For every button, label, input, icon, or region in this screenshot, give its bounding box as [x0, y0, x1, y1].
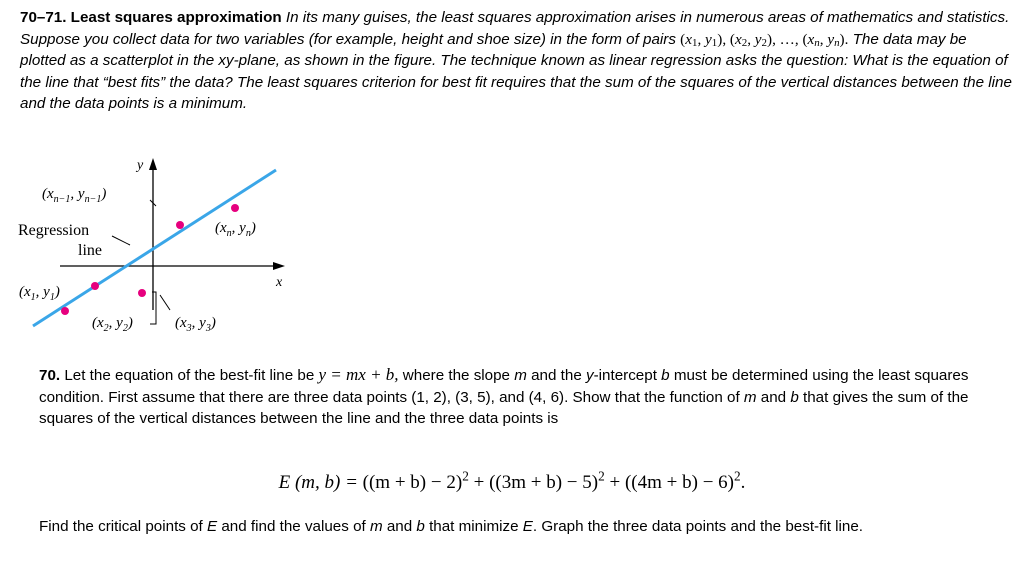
x-axis-arrow [273, 262, 285, 270]
intro-paragraph [20, 7, 1015, 115]
data-pairs: ($x_1$, $y_1$), ($x_2$, $y_2$), …, ($x_n$, $y_n$). [680, 30, 849, 49]
error-function-equation: E (m, $b) = ((m + b) - 2)^2 + ((3m + b) - 5)^2 + ((4m + b) - 6)^2$. [278, 468, 746, 493]
data-point-p2 [138, 289, 146, 297]
p3-pointer [160, 295, 170, 310]
line-equation: y = mx + b, [318, 365, 399, 384]
regression-label-2: line [78, 242, 102, 259]
label-point-1: ($x_1$, $y_1$) [19, 284, 60, 303]
find-instructions: Find the critical points of E and find the values of m and b that minimize E. Graph the three data points and the best-fit line. [39, 518, 864, 535]
scatterplot-figure [0, 150, 320, 340]
y-axis-arrow [149, 158, 157, 170]
label-point-3: ($x_3$, $y_3$) [175, 315, 216, 334]
label-point-n-minus-1: ($x_{n-1}$, $y_{n-1}$) [42, 186, 107, 205]
intro-text-1: In its many guises, the least squares approximation arises in numerous areas of mathematics and statistics. Suppose you collect data for two variables (for example, height and shoe size) in the form of pairs [20, 9, 1010, 48]
regression-pointer [112, 236, 130, 245]
x-axis-label: x [276, 275, 283, 290]
section-heading: 70–71. Least squares approximation [20, 9, 282, 26]
data-point-p1 [91, 282, 99, 290]
label-point-2: ($x_2$, $y_2$) [92, 315, 133, 334]
data-point-pn1 [176, 221, 184, 229]
problem-number: 70. [39, 367, 61, 384]
regression-label-1: Regression [18, 222, 90, 239]
data-point-p3 [61, 307, 69, 315]
data-point-pn [231, 204, 239, 212]
y-axis-label: y [137, 158, 144, 173]
problem-70-text: 70. Let the equation of the best-fit line be y = mx + b, where the slope m and the y-intercept b must be determined using the least squares condition. First assume that there are three data points (1, 2), (3, 5), and (4, 6). Show that the function of m and b that gives the sum of the squares of the vertical distances between the line and the three data points is [39, 365, 969, 427]
intro-text-2: The data may be plotted as a scatterplot in the xy-plane, as shown in the figure. The technique known as linear regression asks the question: What is the equation of the line that “best fits” the data? The least squares criterion for best fit requires that the sum of the squares of the vertical distances between the line and the data points is a minimum. [20, 30, 1012, 112]
label-point-n: ($x_n$, $y_n$) [215, 220, 256, 239]
